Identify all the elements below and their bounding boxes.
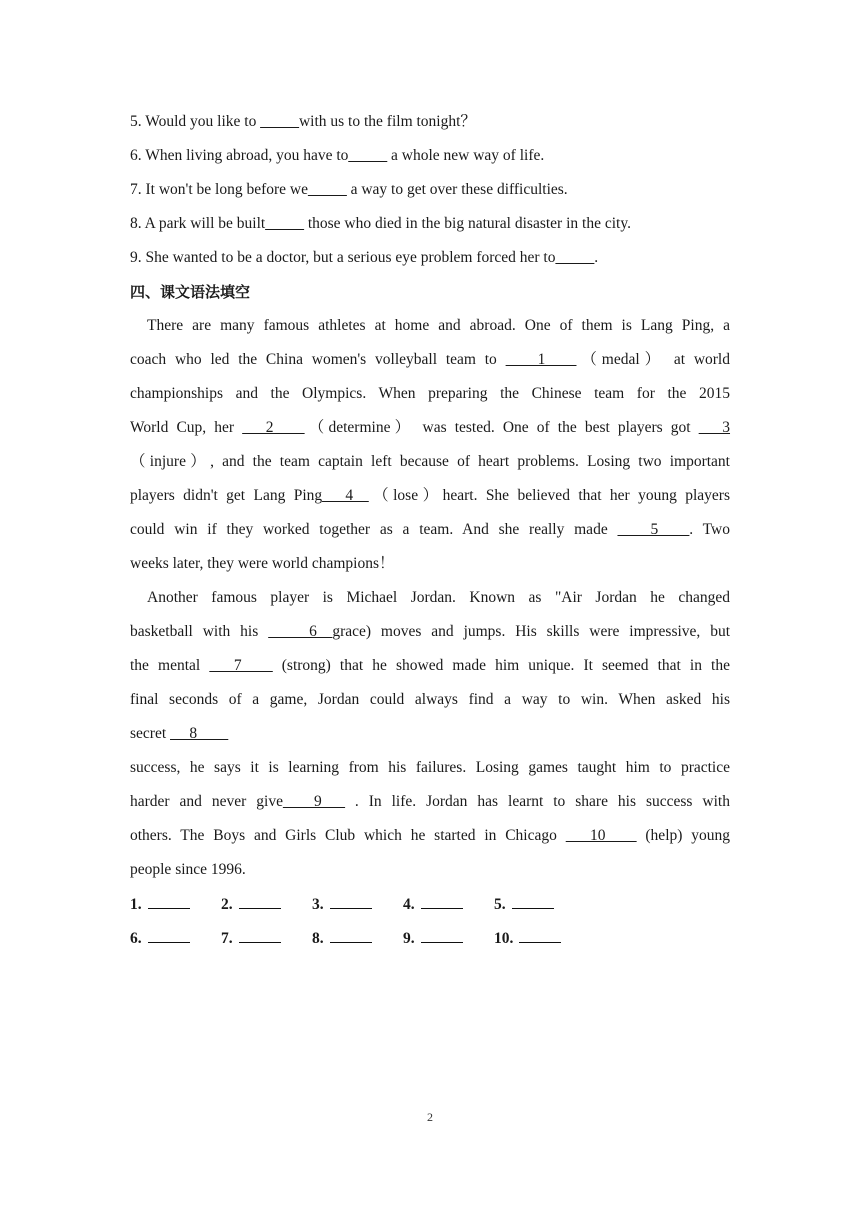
passage-line: （injure）, and the team captain left because of heart problems. Losing two important [130, 453, 730, 470]
passage-line: success, he says it is learning from his failures. Losing games taught him to practice [130, 759, 730, 776]
answer-line [330, 894, 372, 909]
passage-text: grace) moves and jumps. His skills were impressive, but [332, 623, 731, 640]
sentence-text: a way to get over these difficulties. [346, 181, 568, 198]
passage-line [130, 656, 730, 676]
passage-line [130, 520, 730, 540]
fill-blank-10: __10____ [565, 827, 637, 844]
sentence-text: 8. A park will be built [130, 215, 266, 232]
passage-line: final seconds of a game, Jordan could always find a way to win. When asked his [130, 691, 730, 708]
sentence-text: 5. Would you like to [130, 113, 261, 130]
passage-line [130, 486, 730, 506]
answer-line [519, 928, 561, 943]
answer-line [512, 894, 554, 909]
passage-line: Another famous player is Michael Jordan. Known as "Air Jordan he changed [147, 589, 730, 606]
fill-blank-9: ____9___ [282, 793, 345, 810]
answer-slot[interactable] [130, 894, 190, 914]
passage-line [130, 418, 730, 438]
passage-text: （determine） was tested. One of the best players got [304, 419, 699, 436]
passage-line [130, 350, 730, 370]
passage-text: (help) young [636, 827, 730, 844]
passage-text: . Two [689, 521, 730, 538]
passage-line [130, 792, 730, 812]
passage-text: World Cup, her [130, 419, 243, 436]
passage-text: basketball with his [130, 623, 269, 640]
answer-line [148, 928, 190, 943]
passage-text: secret [130, 725, 171, 742]
answer-slot[interactable] [312, 894, 372, 914]
fill-blank-1: ___1____ [505, 351, 577, 368]
passage-text: could win if they worked together as a team. And she really made [130, 521, 618, 538]
answer-number: 9. [403, 930, 415, 947]
fill-blank-4: ___4__ [322, 487, 369, 504]
fill-blank: _____ [307, 181, 347, 198]
page-number: 2 [427, 1110, 433, 1124]
answer-line [239, 928, 281, 943]
answer-line [330, 928, 372, 943]
answer-number: 7. [221, 930, 233, 947]
passage-line [130, 826, 730, 846]
passage-text: players didn't get Lang Ping [130, 487, 323, 504]
fill-blank-6: ____6__ [268, 623, 333, 640]
sentence-5 [130, 112, 730, 132]
passage-text: (strong) that he showed made him unique. It seemed that in the [272, 657, 730, 674]
answer-slot[interactable] [130, 928, 190, 948]
fill-blank-2: __2____ [242, 419, 305, 436]
sentence-7 [130, 180, 730, 200]
sentence-text: a whole new way of life. [387, 147, 545, 164]
fill-blank: _____ [260, 113, 299, 130]
fill-blank: _____ [348, 147, 388, 164]
answer-number: 3. [312, 896, 324, 913]
answer-number: 1. [130, 896, 142, 913]
passage-text: （medal） at world [576, 351, 730, 368]
passage-line: There are many famous athletes at home and abroad. One of them is Lang Ping, a [147, 317, 730, 334]
passage-text: coach who led the China women's volleyball team to [130, 351, 506, 368]
sentence-text: 9. She wanted to be a doctor, but a serious eye problem forced her to [130, 249, 556, 266]
answer-slot[interactable] [221, 894, 281, 914]
passage-text: others. The Boys and Girls Club which he started in Chicago [130, 827, 566, 844]
sentence-text: 6. When living abroad, you have to [130, 147, 349, 164]
fill-blank-3: __3 [698, 419, 731, 436]
fill-blank-7: __7____ [209, 657, 273, 674]
sentence-9 [130, 248, 730, 268]
fill-blank: _____ [265, 215, 304, 232]
passage-line: championships and the Olympics. When preparing the Chinese team for the 2015 [130, 385, 730, 402]
answer-slot[interactable] [221, 928, 281, 948]
sentence-text: those who died in the big natural disaster in the city. [303, 215, 631, 232]
fill-blank-5: ___5____ [617, 521, 690, 538]
passage-text: the mental [130, 657, 210, 674]
answer-slot[interactable] [403, 894, 463, 914]
answer-slot[interactable] [403, 928, 463, 948]
answer-slot[interactable] [494, 928, 561, 948]
answer-number: 8. [312, 930, 324, 947]
passage-line: weeks later, they were world champions！ [130, 555, 395, 572]
section-heading: 四、课文语法填空 [130, 283, 251, 301]
passage-line [130, 622, 730, 642]
sentence-6 [130, 146, 730, 166]
sentence-text: . [594, 249, 599, 266]
answer-line [239, 894, 281, 909]
answer-number: 2. [221, 896, 233, 913]
passage-text: . In life. Jordan has learnt to share his success with [344, 793, 730, 810]
passage-line: people since 1996. [130, 861, 246, 878]
sentence-text: 7. It won't be long before we [130, 181, 308, 198]
answer-number: 10. [494, 930, 514, 947]
answer-slot[interactable] [494, 894, 554, 914]
answer-number: 6. [130, 930, 142, 947]
passage-text: harder and never give [130, 793, 283, 810]
fill-blank: _____ [555, 249, 595, 266]
answer-number: 4. [403, 896, 415, 913]
answer-line [421, 928, 463, 943]
answer-line [421, 894, 463, 909]
sentence-text: with us to the film tonight？ [298, 113, 476, 130]
passage-line [130, 724, 730, 744]
answer-slot[interactable] [312, 928, 372, 948]
passage-text: （lose）heart. She believed that her young players [368, 487, 730, 504]
sentence-8 [130, 214, 730, 234]
answer-line [148, 894, 190, 909]
fill-blank-8: __8____ [170, 725, 229, 742]
answer-number: 5. [494, 896, 506, 913]
